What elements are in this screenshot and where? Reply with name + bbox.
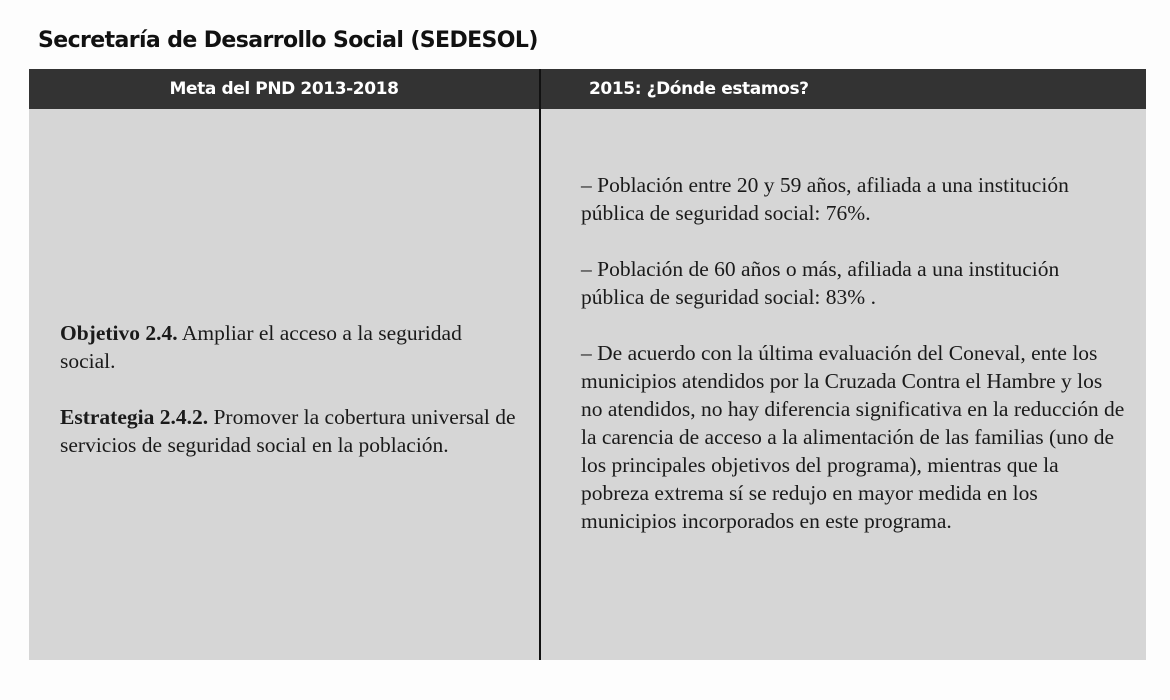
status-cell (581, 171, 1126, 563)
column-divider (539, 69, 541, 660)
objective-label: Objetivo 2.4. (60, 321, 178, 345)
document-title: Secretaría de Desarrollo Social (SEDESOL) (38, 28, 538, 53)
status-item-seniors: – Población de 60 años o más, afiliada a una institución pública de seguridad social: 83% . (581, 257, 1060, 309)
strategy-text: Promover la cobertura universal de servicios de seguridad social en la población. (60, 405, 516, 457)
strategy-paragraph (60, 403, 520, 459)
goals-table (29, 69, 1146, 660)
table-header (29, 69, 1146, 109)
status-item-adults: – Población entre 20 y 59 años, afiliada a una institución pública de seguridad social: 76%. (581, 173, 1069, 225)
status-item-coneval: – De acuerdo con la última evaluación del Coneval, ente los municipios atendidos por la Cruzada Contra el Hambre y los no atendidos, no hay diferencia significativa en la reducción de la carencia de acceso a la alimentación de las familias (uno de los principales objetivos del programa), mientras que la pobreza extrema sí se redujo en mayor medida en los municipios incorporados en este programa. (581, 341, 1125, 533)
header-pnd-goal: Meta del PND 2013-2018 (169, 79, 399, 99)
header-where-we-are: 2015: ¿Dónde estamos? (589, 79, 809, 99)
objective-paragraph (60, 319, 520, 375)
pnd-goal-cell (60, 319, 520, 487)
objective-text: Ampliar el acceso a la seguridad social. (60, 321, 462, 373)
table-body (29, 109, 1146, 660)
strategy-label: Estrategia 2.4.2. (60, 405, 209, 429)
